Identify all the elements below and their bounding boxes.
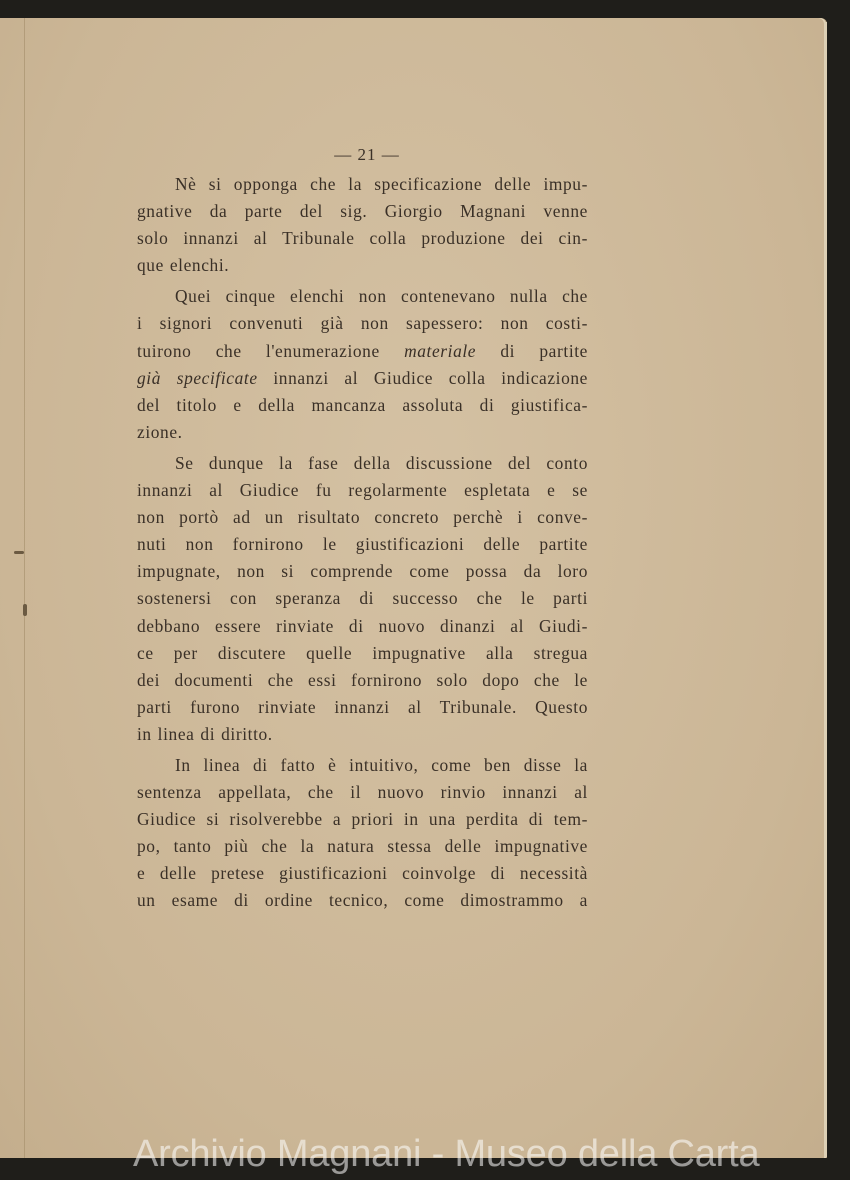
fold-line bbox=[24, 18, 25, 1158]
text-line: non portò ad un risultato concreto perchè i conve- bbox=[137, 507, 588, 528]
text-line: innanzi al Giudice fu regolarmente espletata e se bbox=[137, 480, 588, 501]
text-line: sostenersi con speranza di successo che le parti bbox=[137, 588, 588, 609]
paragraph bbox=[137, 450, 588, 748]
paragraph bbox=[137, 752, 588, 915]
text-line: po, tanto più che la natura stessa delle impugnative bbox=[137, 836, 588, 857]
paragraph bbox=[137, 283, 588, 446]
text-line: Nè si opponga che la specificazione delle impu- bbox=[175, 174, 588, 194]
text-line: debbano essere rinviate di nuovo dinanzi al Giudi- bbox=[137, 615, 588, 636]
paragraph bbox=[137, 171, 588, 279]
text-fragment: di partite bbox=[500, 340, 589, 361]
text-line: Giudice si risolverebbe a priori in una perdita di tem- bbox=[137, 809, 588, 830]
text-line: nuti non fornirono le giustificazioni delle partite bbox=[137, 534, 588, 555]
body-text bbox=[137, 171, 588, 915]
text-line: ce per discutere quelle impugnative alla stregua bbox=[137, 642, 588, 663]
text-fragment: tuirono che l'enumerazione bbox=[137, 340, 380, 361]
text-line: parti furono rinviate innanzi al Tribunale. Questo bbox=[137, 696, 588, 717]
binding-tear bbox=[14, 551, 24, 554]
binding-tear bbox=[23, 604, 27, 616]
text-line: Quei cinque elenchi non contenevano nulla che bbox=[175, 286, 588, 307]
text-line: In linea di fatto è intuitivo, come ben disse la bbox=[175, 754, 588, 775]
italic-text: materiale bbox=[404, 340, 477, 361]
text-line: del titolo e della mancanza assoluta di giustifica- bbox=[137, 394, 588, 415]
archive-watermark: Archivio Magnani - Museo della Carta bbox=[133, 1133, 760, 1175]
page-edge bbox=[824, 22, 827, 1157]
text-line: gnative da parte del sig. Giorgio Magnani venne bbox=[137, 201, 588, 222]
text-fragment: innanzi al Giudice colla indicazione bbox=[273, 367, 589, 388]
text-line: dei documenti che essi fornirono solo dopo che le bbox=[137, 669, 588, 690]
italic-text: già specificate bbox=[137, 367, 258, 388]
text-line bbox=[137, 365, 588, 392]
text-line: un esame di ordine tecnico, come dimostrammo a bbox=[137, 890, 588, 911]
text-line: sentenza appellata, che il nuovo rinvio innanzi al bbox=[137, 782, 588, 803]
text-line: e delle pretese giustificazioni coinvolge di necessità bbox=[137, 863, 588, 884]
page-number: — 21 — bbox=[334, 145, 400, 164]
text-line: zione. bbox=[137, 421, 183, 442]
text-line: solo innanzi al Tribunale colla produzione dei cin- bbox=[137, 228, 588, 249]
text-line bbox=[137, 338, 588, 365]
text-line: que elenchi. bbox=[137, 255, 230, 276]
text-line: in linea di diritto. bbox=[137, 723, 273, 744]
text-line: impugnate, non si comprende come possa da loro bbox=[137, 561, 588, 582]
text-line: Se dunque la fase della discussione del conto bbox=[175, 452, 588, 473]
text-line: i signori convenuti già non sapessero: non costi- bbox=[137, 313, 588, 334]
